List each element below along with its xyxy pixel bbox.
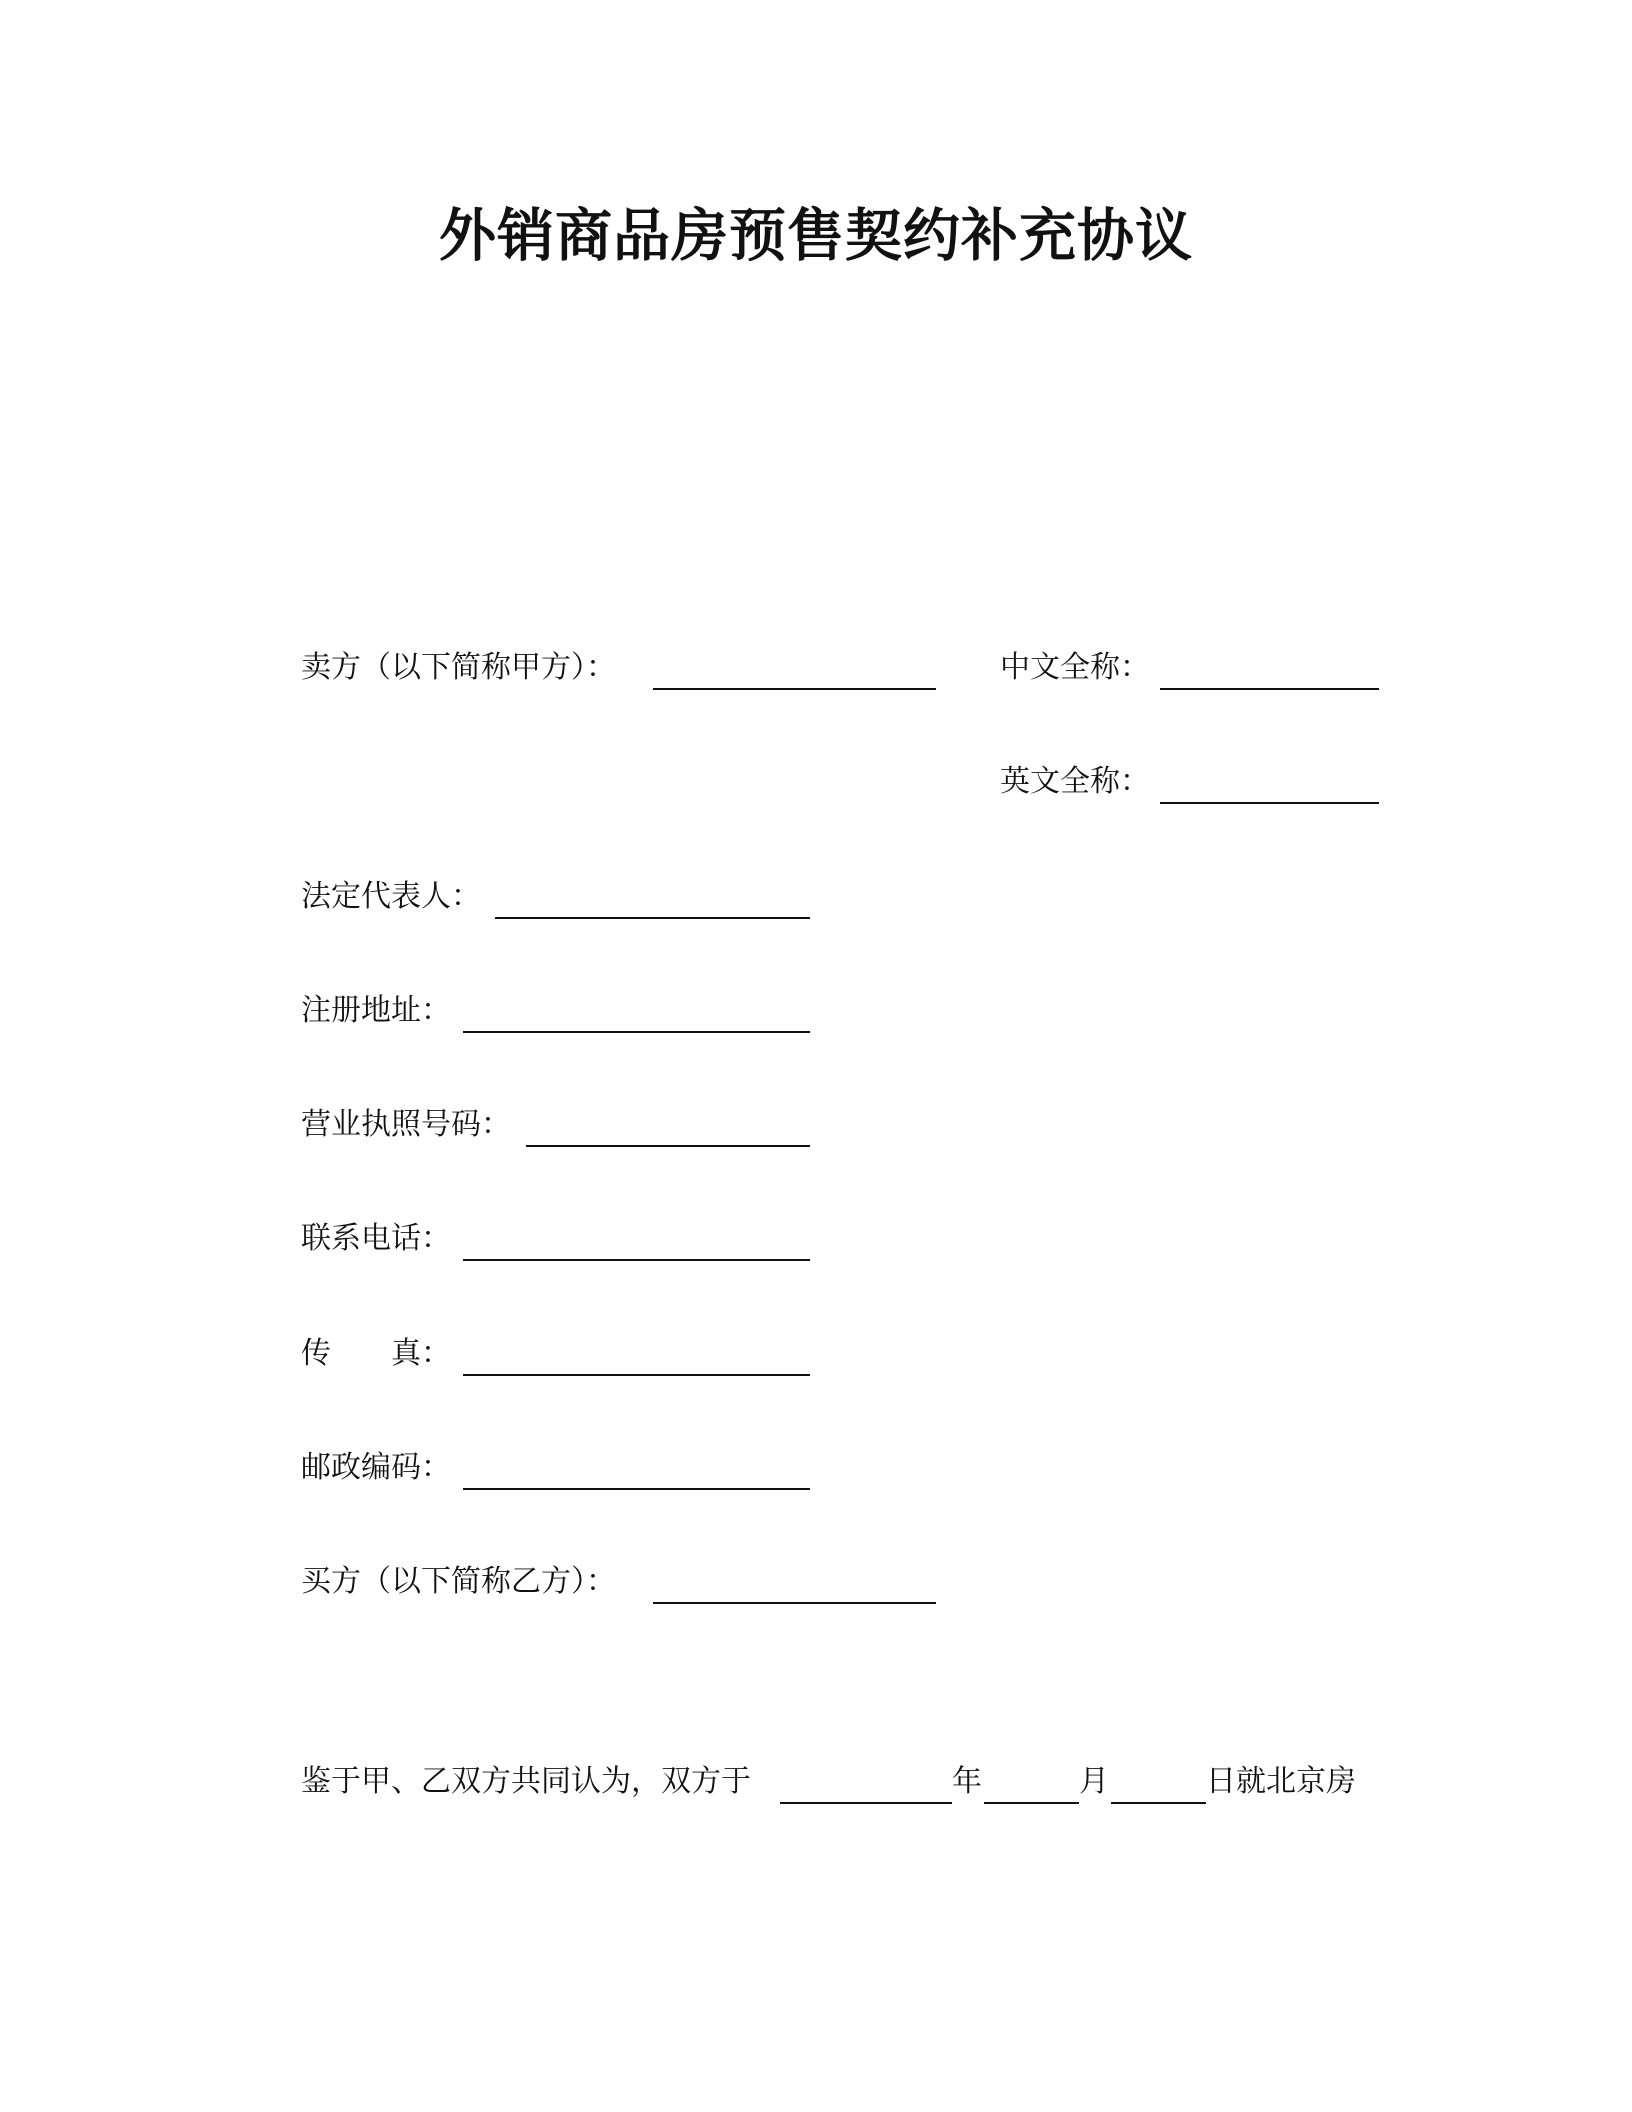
seller-label: 卖方（以下简称甲方）：: [301, 650, 616, 685]
recital-day-input[interactable]: [1111, 1802, 1206, 1804]
fax-label: 传 真：: [301, 1336, 451, 1371]
reg-address-label: 注册地址：: [301, 993, 451, 1028]
english-name-label: 英文全称：: [1000, 764, 1150, 799]
legal-rep-label: 法定代表人：: [301, 879, 481, 914]
recital-month-label: 月: [1079, 1764, 1109, 1799]
legal-rep-input[interactable]: [495, 917, 810, 919]
chinese-name-label: 中文全称：: [1000, 650, 1150, 685]
recital-lead: 鉴于甲、乙双方共同认为，双方于: [301, 1764, 751, 1799]
fax-input[interactable]: [463, 1374, 810, 1376]
phone-label: 联系电话：: [301, 1221, 451, 1256]
document-title: 外销商品房预售契约补充协议: [439, 203, 1193, 269]
seller-input[interactable]: [653, 688, 936, 690]
phone-input[interactable]: [463, 1259, 810, 1261]
buyer-label: 买方（以下简称乙方）：: [301, 1564, 616, 1599]
recital-year-label: 年: [952, 1764, 982, 1799]
reg-address-input[interactable]: [463, 1031, 810, 1033]
recital-year-input[interactable]: [780, 1802, 952, 1804]
english-name-input[interactable]: [1160, 802, 1379, 804]
recital-tail: 日就北京房: [1206, 1764, 1356, 1799]
license-no-label: 营业执照号码：: [301, 1107, 511, 1142]
postcode-label: 邮政编码：: [301, 1450, 451, 1485]
buyer-input[interactable]: [653, 1602, 936, 1604]
license-no-input[interactable]: [526, 1145, 810, 1147]
chinese-name-input[interactable]: [1160, 688, 1379, 690]
recital-month-input[interactable]: [984, 1802, 1079, 1804]
postcode-input[interactable]: [463, 1488, 810, 1490]
